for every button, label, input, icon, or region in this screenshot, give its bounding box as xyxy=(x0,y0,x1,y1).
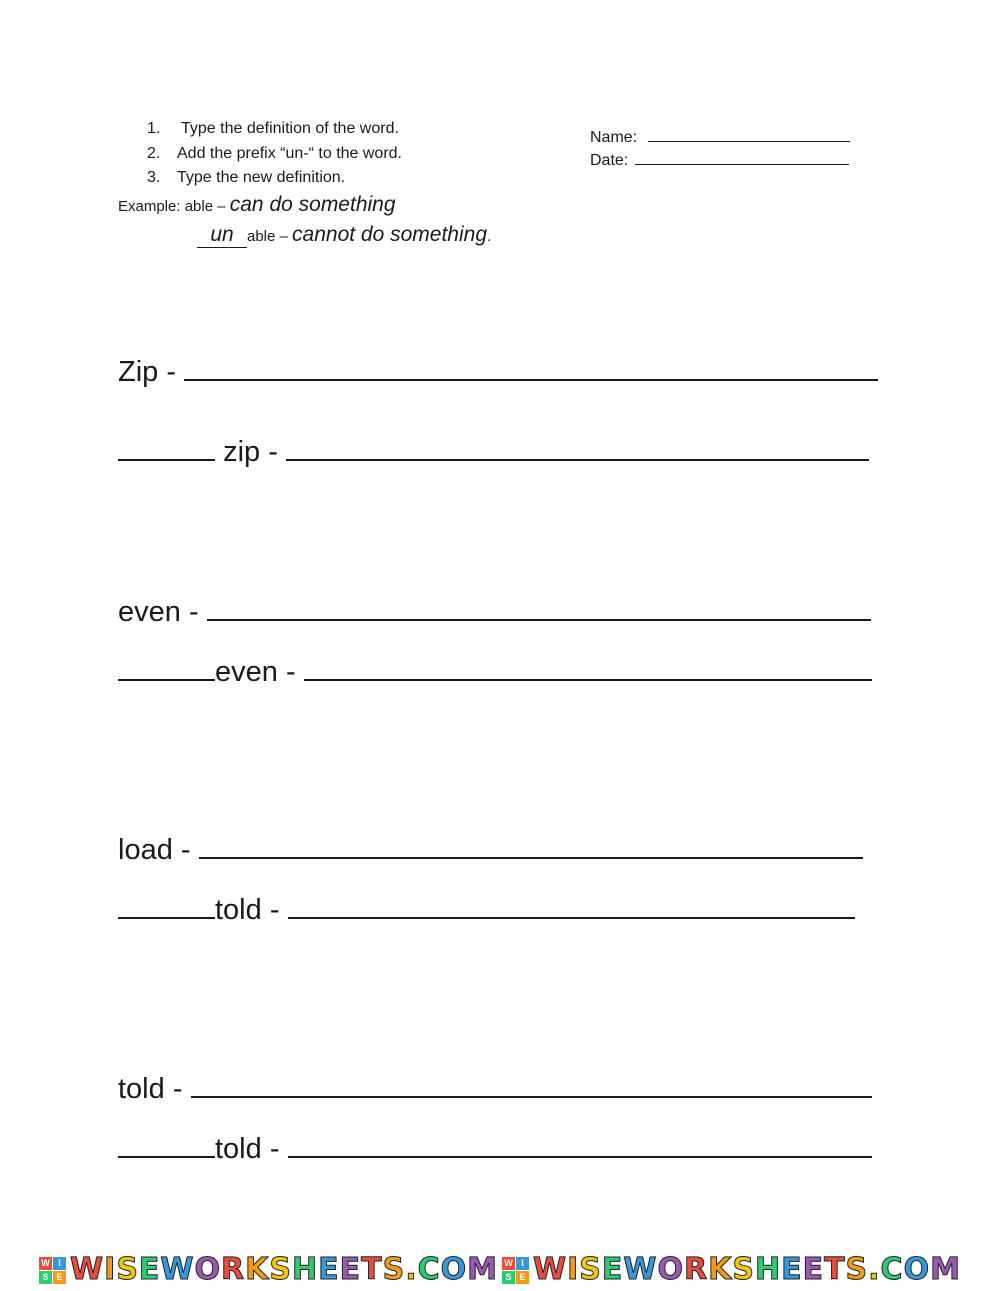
footer-watermark xyxy=(0,1252,1000,1288)
instruction-number: 2. xyxy=(147,145,161,162)
example-new-definition: cannot do something xyxy=(292,223,488,246)
exercise-4-word-row xyxy=(118,1072,872,1106)
new-definition-blank[interactable] xyxy=(288,893,855,919)
exercise-word: load - xyxy=(118,834,191,866)
prefix-blank[interactable] xyxy=(118,655,215,681)
exercise-prefixed-word: zip - xyxy=(223,436,278,468)
instruction-text: Type the definition of the word. xyxy=(181,120,399,137)
instruction-text: Type the new definition. xyxy=(177,169,346,186)
example-period: . xyxy=(487,228,492,245)
example-word: able – xyxy=(247,228,288,245)
definition-blank[interactable] xyxy=(199,833,863,859)
brand-text: WISEWORKSHEETS.COM xyxy=(70,1252,498,1287)
new-definition-blank[interactable] xyxy=(286,435,869,461)
example-label: Example: able – xyxy=(118,198,226,215)
name-field xyxy=(590,127,850,147)
definition-blank[interactable] xyxy=(184,355,878,381)
example-line-2 xyxy=(197,223,491,248)
exercise-prefixed-word: told - xyxy=(215,1133,280,1165)
brand-block xyxy=(39,1252,498,1288)
brand-block xyxy=(502,1252,961,1288)
date-label: Date: xyxy=(590,152,629,169)
brand-text: WISEWORKSHEETS.COM xyxy=(533,1252,961,1287)
prefix-blank[interactable] xyxy=(118,435,215,461)
instruction-text: Add the prefix “un-“ to the word. xyxy=(177,145,402,162)
date-field xyxy=(590,150,849,170)
example-prefix: un xyxy=(210,223,234,246)
exercise-1-prefix-row xyxy=(118,435,869,469)
instruction-number: 1. xyxy=(147,120,161,137)
exercise-word: Zip - xyxy=(118,356,176,388)
instruction-number: 3. xyxy=(147,169,161,186)
new-definition-blank[interactable] xyxy=(288,1132,872,1158)
instruction-3 xyxy=(147,169,345,187)
date-blank[interactable] xyxy=(635,150,849,165)
exercise-word: even - xyxy=(118,596,199,628)
brand-logo: W I S E xyxy=(502,1257,529,1284)
definition-blank[interactable] xyxy=(191,1072,872,1098)
exercise-2-word-row xyxy=(118,595,871,629)
exercise-prefixed-word: even - xyxy=(215,656,296,688)
example-prefix-blank xyxy=(197,223,247,248)
exercise-word: told - xyxy=(118,1073,183,1105)
prefix-blank[interactable] xyxy=(118,1132,215,1158)
new-definition-blank[interactable] xyxy=(304,655,872,681)
exercise-1-word-row xyxy=(118,355,878,389)
prefix-blank[interactable] xyxy=(118,893,215,919)
name-label: Name: xyxy=(590,129,638,146)
exercise-3-prefix-row xyxy=(118,893,855,927)
instruction-2 xyxy=(147,145,402,163)
instruction-1 xyxy=(147,120,399,138)
example-definition: can do something xyxy=(229,193,396,216)
exercise-3-word-row xyxy=(118,833,863,867)
exercise-4-prefix-row xyxy=(118,1132,872,1166)
exercise-prefixed-word: told - xyxy=(215,894,280,926)
name-blank[interactable] xyxy=(648,127,850,142)
definition-blank[interactable] xyxy=(207,595,871,621)
exercise-2-prefix-row xyxy=(118,655,872,689)
brand-logo: W I S E xyxy=(39,1257,66,1284)
example-line-1 xyxy=(118,193,396,217)
